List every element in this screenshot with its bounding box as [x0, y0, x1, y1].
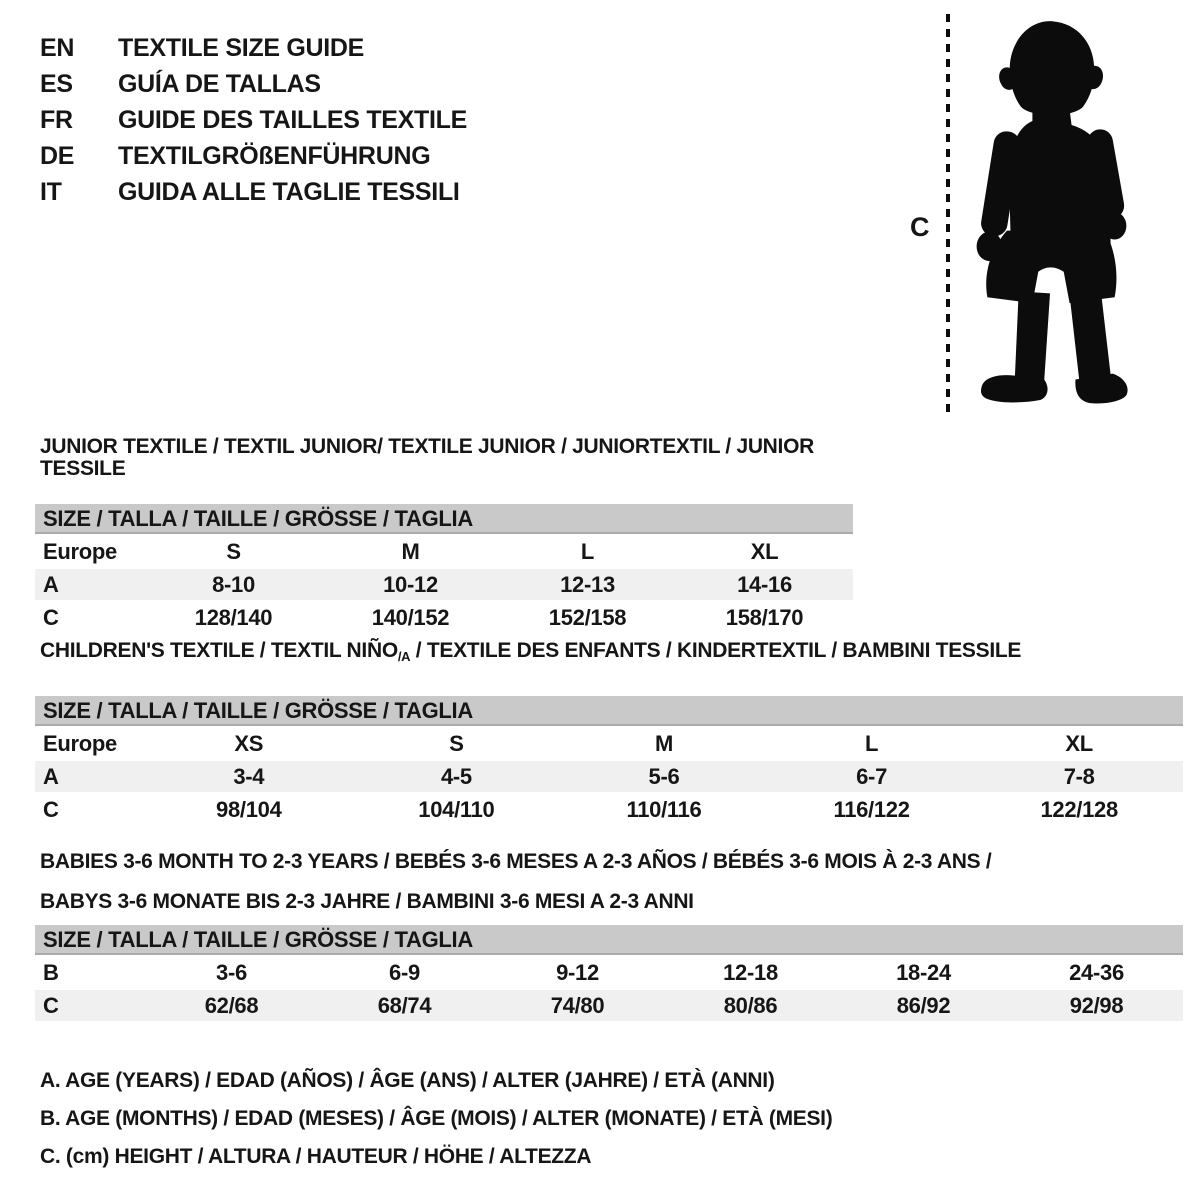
- table-cell: 86/92: [896, 993, 951, 1018]
- babies-section-title-line2: BABYS 3-6 MONATE BIS 2-3 JAHRE / BAMBINI 3-6 MESI A 2-3 ANNI: [40, 890, 694, 913]
- table-row: [35, 794, 1183, 825]
- guide-title: GUÍA DE TALLAS: [118, 70, 321, 98]
- table-cell: 62/68: [204, 993, 259, 1018]
- row-label: C: [43, 797, 59, 822]
- table-cell: 158/170: [725, 605, 804, 630]
- table-cell: 116/122: [833, 797, 910, 822]
- table-row: [35, 536, 853, 567]
- table-cell: M: [654, 731, 673, 756]
- guide-title: GUIDA ALLE TAGLIE TESSILI: [118, 178, 460, 206]
- table-cell: 24-36: [1069, 960, 1124, 985]
- table-row: [35, 569, 853, 600]
- legend-age-years: A. AGE (YEARS) / EDAD (AÑOS) / ÂGE (ANS) / ALTER (JAHRE) / ETÀ (ANNI): [40, 1069, 775, 1092]
- junior-textile-section: [35, 436, 853, 635]
- row-label: B: [43, 960, 59, 985]
- table-cell: 92/98: [1069, 993, 1124, 1018]
- language-code: ES: [40, 70, 73, 98]
- row-label: C: [43, 605, 59, 630]
- babies-section-title: [35, 842, 1183, 922]
- row-label: Europe: [43, 731, 117, 756]
- toddler-silhouette-image: [958, 12, 1144, 420]
- table-cell: 122/128: [1040, 797, 1118, 822]
- table-cell: 14-16: [737, 572, 792, 597]
- table-cell: 6-7: [856, 764, 888, 789]
- table-cell: 9-12: [556, 960, 599, 985]
- babies-section-title-line1: BABIES 3-6 MONTH TO 2-3 YEARS / BEBÉS 3-6 MESES A 2-3 AÑOS / BÉBÉS 3-6 MOIS À 2-3 ANS /: [40, 850, 992, 873]
- guide-title: GUIDE DES TAILLES TEXTILE: [118, 106, 468, 134]
- table-cell: 74/80: [550, 993, 605, 1018]
- table-cell: 80/86: [723, 993, 778, 1018]
- size-header-bar: SIZE / TALLA / TAILLE / GRÖSSE / TAGLIA: [35, 504, 853, 534]
- legend-age-months: B. AGE (MONTHS) / EDAD (MESES) / ÂGE (MOIS) / ALTER (MONATE) / ETÀ (MESI): [40, 1107, 833, 1130]
- children-title-subscript: /A: [397, 649, 411, 664]
- table-cell: M: [401, 539, 420, 564]
- language-row-it: [40, 174, 467, 210]
- table-cell: XL: [1065, 731, 1093, 756]
- table-cell: 140/152: [371, 605, 450, 630]
- size-header-bar: SIZE / TALLA / TAILLE / GRÖSSE / TAGLIA: [35, 925, 1183, 955]
- table-cell: 110/116: [626, 797, 702, 822]
- table-row: [35, 728, 1183, 759]
- table-cell: 10-12: [383, 572, 438, 597]
- table-cell: 12-13: [560, 572, 615, 597]
- table-cell: 4-5: [440, 764, 472, 789]
- children-section-title: [35, 640, 1183, 668]
- language-code: IT: [40, 178, 62, 206]
- junior-section-title: [35, 436, 853, 480]
- language-row-de: [40, 138, 467, 174]
- language-row-en: [40, 30, 467, 66]
- table-cell: 6-9: [389, 960, 420, 985]
- table-cell: 3-6: [216, 960, 247, 985]
- table-cell: S: [226, 539, 241, 564]
- table-cell: XL: [750, 539, 779, 564]
- table-cell: XS: [234, 731, 264, 756]
- table-row: [35, 990, 1183, 1021]
- table-cell: 98/104: [216, 797, 282, 822]
- language-row-fr: [40, 102, 467, 138]
- children-section-title-text: CHILDREN'S TEXTILE / TEXTIL NIÑO: [40, 639, 398, 662]
- table-cell: 104/110: [418, 797, 495, 822]
- row-label: C: [43, 993, 59, 1018]
- row-label: Europe: [43, 539, 117, 564]
- guide-title: TEXTILGRÖßENFÜHRUNG: [118, 142, 431, 170]
- table-row: [35, 761, 1183, 792]
- children-size-table: [35, 696, 1183, 825]
- table-cell: 8-10: [212, 572, 255, 597]
- legend-block: [40, 1062, 832, 1176]
- junior-section-title-text: JUNIOR TEXTILE / TEXTIL JUNIOR/ TEXTILE JUNIOR / JUNIORTEXTIL / JUNIOR TESSILE: [40, 435, 814, 480]
- children-section-title-text: / TEXTILE DES ENFANTS / KINDERTEXTIL / BAMBINI TESSILE: [410, 639, 1022, 662]
- table-row: [35, 957, 1183, 988]
- babies-size-table: [35, 925, 1183, 1021]
- table-row: [35, 602, 853, 633]
- guide-title: TEXTILE SIZE GUIDE: [118, 34, 365, 62]
- row-label: A: [43, 764, 59, 789]
- language-code: EN: [40, 34, 75, 62]
- table-cell: L: [580, 539, 595, 564]
- table-cell: 128/140: [194, 605, 273, 630]
- row-label: A: [43, 572, 59, 597]
- language-row-es: [40, 66, 467, 102]
- junior-size-table: [35, 504, 853, 633]
- table-cell: 152/158: [548, 605, 627, 630]
- table-cell: S: [449, 731, 464, 756]
- size-header-bar: SIZE / TALLA / TAILLE / GRÖSSE / TAGLIA: [35, 696, 1183, 726]
- height-measure-label: C: [910, 212, 930, 242]
- table-cell: 5-6: [648, 764, 680, 789]
- babies-textile-section: [35, 842, 1183, 1023]
- table-cell: L: [865, 731, 879, 756]
- height-measure-dashed-line: [946, 14, 950, 416]
- children-textile-section: [35, 640, 1183, 827]
- legend-height-cm: C. (cm) HEIGHT / ALTURA / HAUTEUR / HÖHE / ALTEZZA: [40, 1145, 592, 1168]
- language-title-block: [40, 30, 467, 210]
- table-cell: 12-18: [723, 960, 778, 985]
- table-cell: 7-8: [1063, 764, 1095, 789]
- table-cell: 3-4: [233, 764, 265, 789]
- language-code: FR: [40, 106, 73, 134]
- language-code: DE: [40, 142, 75, 170]
- table-cell: 18-24: [896, 960, 951, 985]
- table-cell: 68/74: [377, 993, 432, 1018]
